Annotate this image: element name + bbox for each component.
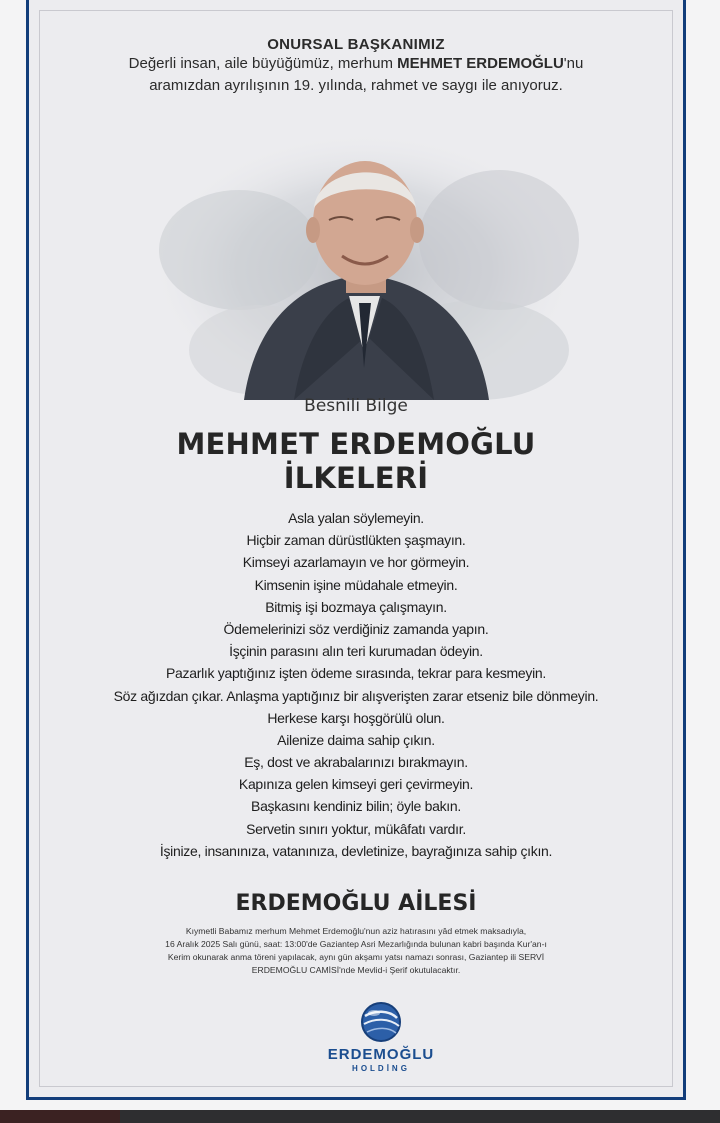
principle-item: İşinize, insanınıza, vatanınıza, devletinize, bayrağınıza sahip çıkın. (159, 842, 553, 859)
principle-item: Eş, dost ve akrabalarınızı bırakmayın. (244, 754, 468, 771)
principles-title-line-1: MEHMET ERDEMOĞLU (176, 427, 536, 461)
notice-line: ERDEMOĞLU CAMİSİ'nde Mevlid-i Şerif okutulacaktır. (251, 965, 461, 975)
principle-item: Söz ağızdan çıkar. Anlaşma yaptığınız bir alışverişten zarar etseniz bile dönmeyin. (113, 687, 599, 704)
principle-item: Bitmiş işi bozmaya çalışmayın. (265, 598, 447, 615)
memorial-notice (89, 925, 623, 977)
principle-item: İşçinin parasını alın teri kurumadan ödeyin. (229, 643, 483, 660)
header-line-2: aramızdan ayrılışının 19. yılında, rahmet ve saygı ile anıyoruz. (149, 77, 563, 94)
memorial-card (26, 0, 686, 1100)
principle-item: Ailenize daima sahip çıkın. (277, 731, 435, 748)
header-line-1-post: 'nu (563, 55, 584, 72)
logo-name: ERDEMOĞLU (327, 1046, 435, 1063)
bottom-strip (0, 1110, 720, 1123)
principle-item: Kimsenin işine müdahale etmeyin. (254, 576, 458, 593)
portrait-photo (234, 138, 494, 400)
principles-list (29, 507, 683, 862)
principles-title-line-2: İLKELERİ (283, 461, 429, 495)
notice-line: Kıymetli Babamız merhum Mehmet Erdemoğlu'nun aziz hatırasını yâd etmek maksadıyla, (185, 926, 527, 936)
header (29, 36, 683, 97)
subtitle: Besnili Bilge (304, 396, 408, 416)
principle-item: Hiçbir zaman dürüstlükten şaşmayın. (246, 532, 466, 549)
principle-item: Kimseyi azarlamayın ve hor görmeyin. (242, 554, 470, 571)
bottom-strip-accent (0, 1110, 120, 1123)
principle-item: Servetin sınırı yoktur, mükâfatı vardır. (246, 820, 466, 837)
principle-item: Herkese karşı hoşgörülü olun. (267, 709, 445, 726)
principles-title (29, 427, 683, 495)
header-line-1-name: MEHMET ERDEMOĞLU (397, 55, 564, 72)
globe-icon (359, 1000, 403, 1044)
header-line-1-pre: Değerli insan, aile büyüğümüz, merhum (128, 55, 398, 72)
principle-item: Başkasını kendiniz bilin; öyle bakın. (251, 798, 461, 815)
logo-subtitle: HOLDİNG (352, 1064, 410, 1073)
header-title: ONURSAL BAŞKANIMIZ (267, 36, 445, 53)
principle-item: Asla yalan söylemeyin. (288, 510, 424, 526)
notice-line: Kerim okunarak anma töreni yapılacak, aynı gün akşamı yatsı namazı sonrası, Gaziantep ili SERVİ (167, 952, 545, 962)
principle-item: Pazarlık yaptığınız işten ödeme sırasında, tekrar para kesmeyin. (166, 665, 546, 682)
company-logo (311, 1000, 451, 1080)
header-line-1 (29, 53, 683, 75)
principle-item: Ödemelerinizi söz verdiğiniz zamanda yapın. (223, 620, 489, 637)
notice-line: 16 Aralık 2025 Salı günü, saat: 13:00'de Gaziantep Asri Mezarlığında bulunan kabri başında Kur'an-ı (165, 939, 547, 949)
principle-item: Kapınıza gelen kimseyi geri çevirmeyin. (238, 776, 474, 793)
family-signature: ERDEMOĞLU AİLESİ (235, 891, 477, 916)
